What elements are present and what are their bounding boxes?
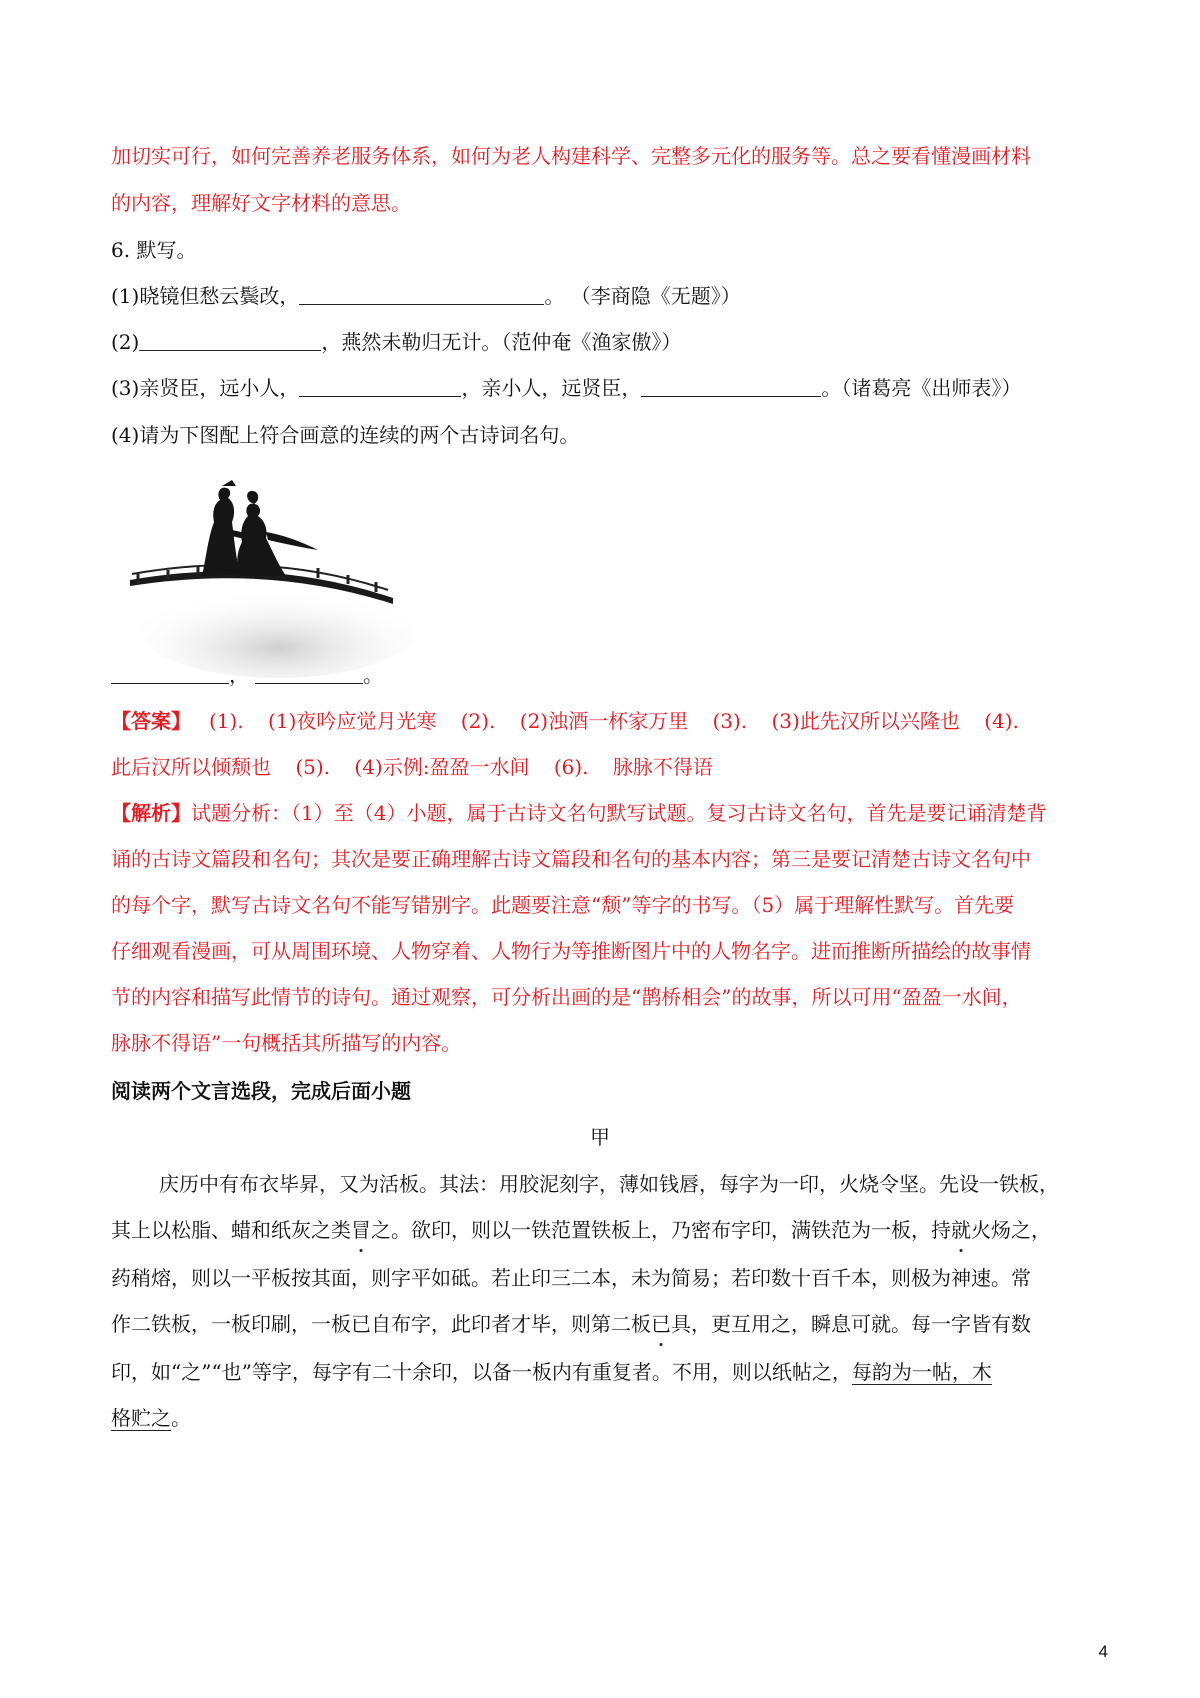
reading-heading: 阅读两个文言选段，完成后面小题 [111,1079,411,1103]
passage-segment: 。 [171,1406,191,1430]
answer-line-2: 此后汉所以倾颓也 (5). (4)示例:盈盈一水间 (6). 脉脉不得语 [111,755,713,779]
q6-item-1-post: 。 （李商隐《无题》） [544,284,741,308]
analysis-line-6: 脉脉不得语”一句概括其所描写的内容。 [111,1031,462,1055]
q6-item-3-pre: (3)亲贤臣，远小人， [111,376,300,400]
q6-item-2-pre: (2) [111,330,140,354]
analysis-line-5: 节的内容和描写此情节的诗句。通过观察，可分析出画的是“鹊桥相会”的故事，所以可用“盈盈一水间， [111,985,1022,1009]
analysis-line-2: 诵的古诗文篇段和名句；其次是要正确理解古诗文篇段和名句的基本内容；第三是要记清楚古诗文名句中 [111,847,1031,871]
analysis-line-1 [111,799,1110,827]
answer-blank-1[interactable] [299,284,544,305]
intro-line-2: 的内容，理解好文字材料的意思。 [111,191,411,215]
analysis-line-4: 仔细观看漫画，可从周围环境、人物穿着、人物行为等推断图片中的人物名字。进而推断所描绘的故事情 [111,939,1031,963]
answer-blank-2[interactable] [139,330,321,351]
answer-text-1: (1). (1)夜吟应觉月光寒 (2). (2)浊酒一杯家万里 (3). (3)此先汉所以兴隆也 (4). [209,709,1019,733]
passage-line-2 [111,1216,1110,1244]
answer-label: 【答案】 [111,709,191,733]
underlined-sentence: 每韵为一帖，木 [851,1360,992,1384]
q6-item-4: (4)请为下图配上符合画意的连续的两个古诗词名句。 [111,423,580,447]
passage-segment: 其上以松脂、蜡和纸灰之类 [111,1218,351,1242]
dotted-word-yi: 已 [651,1312,671,1336]
answer-blank-4[interactable] [641,376,821,397]
passage-segment: 之。欲印，则以一铁范置铁板上，乃密布字印，满铁范为一板，持 [371,1218,951,1242]
q6-item-3-post: 。（诸葛亮《出师表》） [821,376,1022,400]
intro-line-1: 加切实可行，如何完善养老服务体系，如何为老人构建科学、完整多元化的服务等。总之要看懂漫画材料 [111,144,1031,168]
passage-title: 甲 [590,1125,610,1149]
passage-segment: 作二铁板，一板印刷，一板已自布字，此印者才毕，则第二板 [111,1312,651,1336]
answer-line-1 [111,707,1110,735]
page-number: 4 [1098,1642,1108,1661]
question-6-title: 6. 默写。 [111,238,197,262]
blank-period: 。 [363,663,383,687]
answer-blank-3[interactable] [299,376,461,397]
q6-item-2-post: ，燕然未勒归无计。（范仲奄《渔家傲》） [321,330,682,354]
magpie-bridge-couple-silhouette [128,478,413,678]
passage-line-1: 庆历中有布衣毕昇，又为活板。其法：用胶泥刻字，薄如钱唇，每字为一印，火烧令坚。先设一铁板， [159,1172,1059,1196]
dotted-word-jiu: 就 [951,1218,971,1242]
passage-line-4 [111,1310,1110,1338]
passage-line-5 [111,1358,1110,1386]
q6-item-1 [111,282,1110,310]
passage-line-3: 药稍熔，则以一平板按其面，则字平如砥。若止印三二本，未为简易；若印数十百千本，则极为神速。常 [111,1266,1031,1290]
passage-segment: 具，更互用之，瞬息可就。每一字皆有数 [671,1312,1031,1336]
q6-item-3-mid: ，亲小人，远贤臣， [461,376,642,400]
analysis-text-1: 试题分析：（1）至（4）小题，属于古诗文名句默写试题。复习古诗文名句，首先是要记诵清楚背 [191,801,1047,825]
passage-line-6 [111,1404,1110,1432]
analysis-label: 【解析】 [111,801,191,825]
dotted-word-mao: 冒 [351,1218,371,1242]
passage-segment: 印，如“之”“也”等字，每字有二十余印，以备一板内有重复者。不用，则以纸帖之， [111,1360,852,1384]
q6-item-2 [111,328,1110,356]
blank-comma: ， [229,663,249,687]
answer-blank-6[interactable] [255,663,363,684]
answer-blank-5[interactable] [111,663,229,684]
q6-item-1-pre: (1)晓镜但愁云鬓改， [111,284,300,308]
underlined-sentence-end: 格贮之 [111,1406,171,1430]
analysis-line-3: 的每个字，默写古诗文名句不能写错别字。此题要注意“颓”等字的书写。（5）属于理解性默写。首先要 [111,893,1015,917]
q6-item-3 [111,374,1110,402]
passage-segment: 火炀之， [971,1218,1051,1242]
q6-item-4-blanks [111,661,1110,689]
